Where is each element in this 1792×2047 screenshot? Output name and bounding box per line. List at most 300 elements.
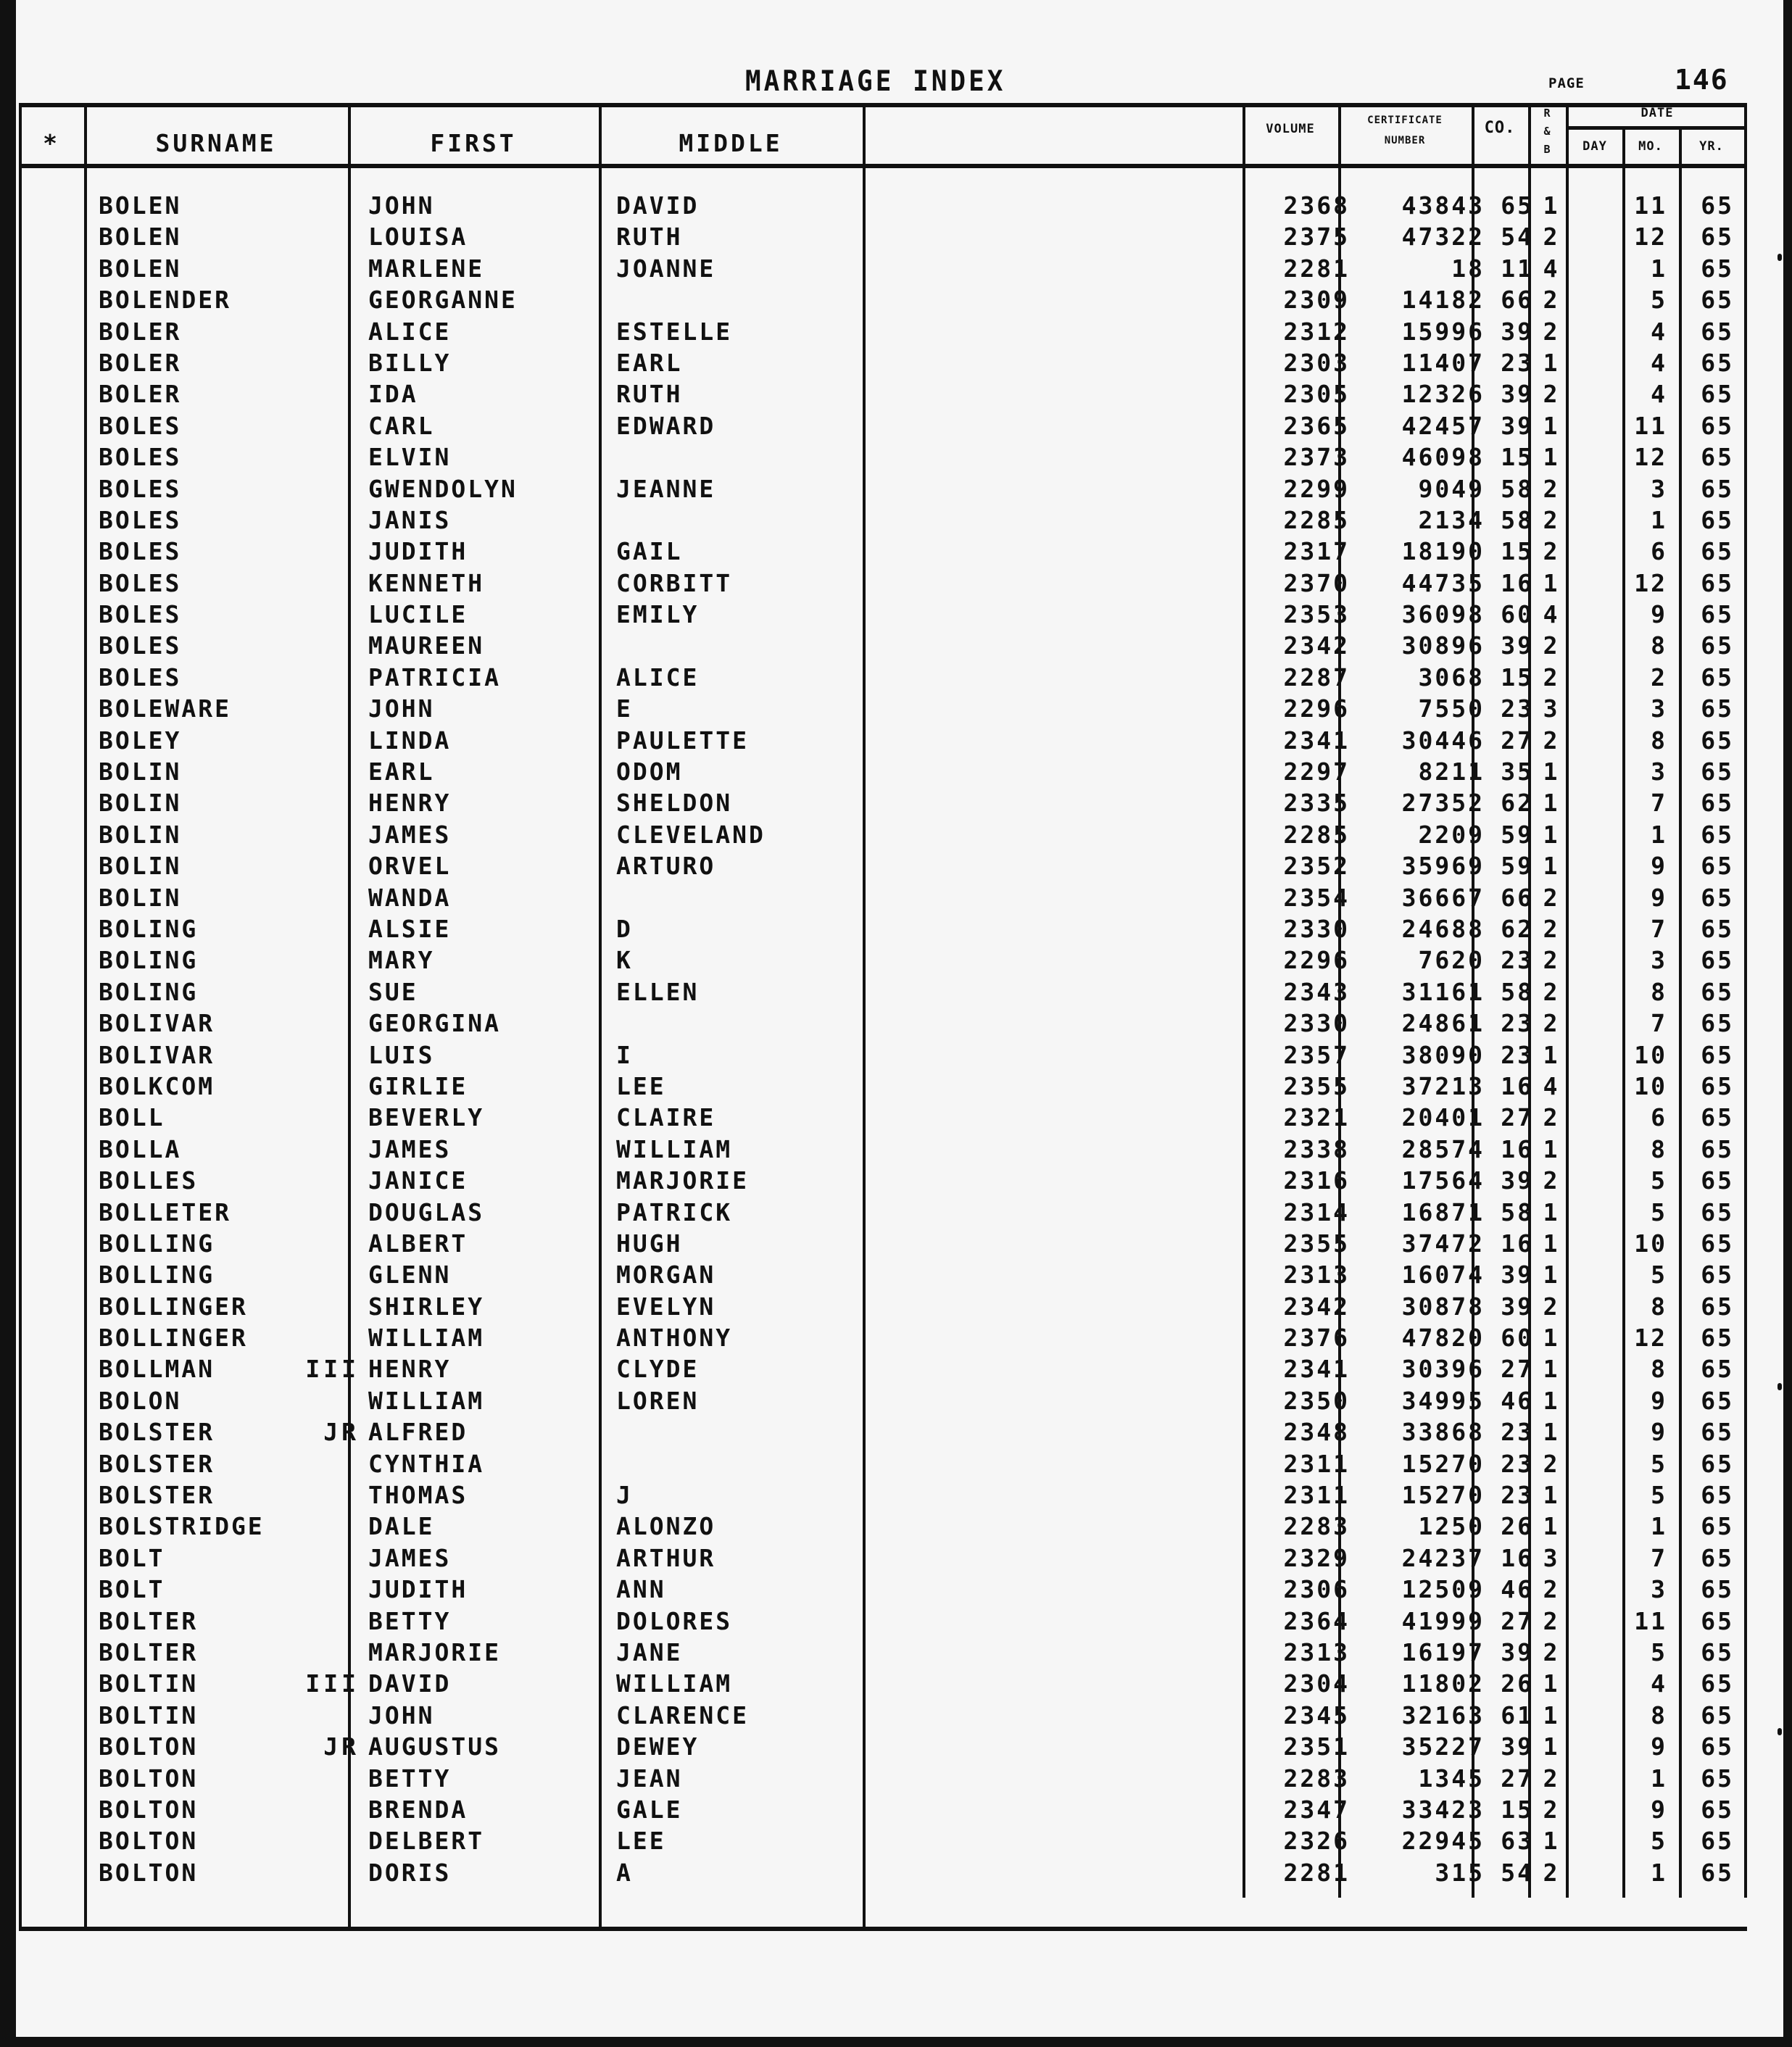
volume-cell: 2306 (1283, 1575, 1350, 1604)
surname-cell: BOLEN (99, 191, 182, 220)
race-bride-cell: 1 (1543, 568, 1560, 597)
first-name-cell: ORVEL (368, 852, 452, 881)
header-certificate: CERTIFICATE (1367, 115, 1443, 126)
certificate-number-cell: 9049 (1418, 474, 1485, 503)
volume-cell: 2297 (1283, 757, 1350, 786)
year-cell: 65 (1701, 789, 1734, 818)
month-cell: 12 (1634, 1324, 1667, 1353)
year-cell: 65 (1701, 1197, 1734, 1226)
county-cell: 16 (1501, 1134, 1534, 1163)
volume-cell: 2299 (1283, 474, 1350, 503)
table-row (19, 284, 1747, 315)
surname-cell: BOLTIN (99, 1701, 199, 1730)
first-name-cell: JAMES (368, 1543, 452, 1572)
table-row (19, 1259, 1747, 1290)
county-cell: 66 (1501, 286, 1534, 315)
month-cell: 5 (1651, 1261, 1667, 1290)
table-row (19, 599, 1747, 630)
race-bride-cell: 2 (1543, 946, 1560, 975)
month-cell: 5 (1651, 286, 1667, 315)
surname-cell: BOLSTER (99, 1418, 215, 1447)
month-cell: 1 (1651, 505, 1667, 534)
middle-name-cell: LEE (616, 1827, 666, 1856)
middle-name-cell: CLAIRE (616, 1103, 716, 1132)
month-cell: 2 (1651, 663, 1667, 692)
volume-cell: 2281 (1283, 1858, 1350, 1887)
middle-name-cell: ALICE (616, 663, 700, 692)
month-cell: 7 (1651, 914, 1667, 943)
year-cell: 65 (1701, 286, 1734, 315)
county-cell: 27 (1501, 1355, 1534, 1384)
month-cell: 10 (1634, 1071, 1667, 1100)
race-bride-cell: 1 (1543, 1732, 1560, 1761)
table-row (19, 1228, 1747, 1259)
surname-cell: BOLLING (99, 1261, 215, 1290)
surname-cell: BOLTON (99, 1795, 199, 1824)
month-cell: 3 (1651, 694, 1667, 723)
year-cell: 65 (1701, 820, 1734, 849)
middle-name-cell: DAVID (616, 191, 700, 220)
month-cell: 1 (1651, 1858, 1667, 1887)
surname-cell: BOLEY (99, 726, 182, 755)
year-cell: 65 (1701, 1543, 1734, 1572)
year-cell: 65 (1701, 1764, 1734, 1793)
county-cell: 11 (1501, 254, 1534, 283)
surname-cell: BOLTON (99, 1732, 199, 1761)
race-bride-cell: 2 (1543, 505, 1560, 534)
middle-name-cell: GAIL (616, 537, 683, 566)
county-cell: 62 (1501, 789, 1534, 818)
race-bride-cell: 2 (1543, 1637, 1560, 1666)
month-cell: 9 (1651, 883, 1667, 912)
year-cell: 65 (1701, 1701, 1734, 1730)
year-cell: 65 (1701, 1386, 1734, 1415)
county-cell: 27 (1501, 1764, 1534, 1793)
volume-cell: 2287 (1283, 663, 1350, 692)
first-name-cell: HENRY (368, 1355, 452, 1384)
month-cell: 8 (1651, 1355, 1667, 1384)
county-cell: 27 (1501, 726, 1534, 755)
volume-cell: 2330 (1283, 914, 1350, 943)
volume-cell: 2373 (1283, 443, 1350, 472)
month-cell: 5 (1651, 1197, 1667, 1226)
year-cell: 65 (1701, 1261, 1734, 1290)
volume-cell: 2353 (1283, 600, 1350, 629)
year-cell: 65 (1701, 977, 1734, 1006)
certificate-number-cell: 30878 (1401, 1292, 1485, 1321)
surname-cell: BOLES (99, 600, 182, 629)
certificate-number-cell: 12509 (1401, 1575, 1485, 1604)
first-name-cell: ELVIN (368, 443, 452, 472)
volume-cell: 2345 (1283, 1701, 1350, 1730)
table-row (19, 1606, 1747, 1637)
county-cell: 58 (1501, 474, 1534, 503)
middle-name-cell: MORGAN (616, 1261, 716, 1290)
county-cell: 39 (1501, 1261, 1534, 1290)
first-name-cell: GWENDOLYN (368, 474, 518, 503)
year-cell: 65 (1701, 443, 1734, 472)
county-cell: 65 (1501, 191, 1534, 220)
county-cell: 63 (1501, 1827, 1534, 1856)
table-row (19, 347, 1747, 378)
county-cell: 61 (1501, 1701, 1534, 1730)
surname-cell: BOLIN (99, 789, 182, 818)
middle-name-cell: EDWARD (616, 411, 716, 440)
race-bride-cell: 1 (1543, 789, 1560, 818)
year-cell: 65 (1701, 852, 1734, 881)
race-bride-cell: 1 (1543, 1355, 1560, 1384)
first-name-cell: JOHN (368, 191, 435, 220)
month-cell: 1 (1651, 820, 1667, 849)
certificate-number-cell: 33868 (1401, 1418, 1485, 1447)
table-row (19, 1448, 1747, 1479)
year-cell: 65 (1701, 1166, 1734, 1195)
certificate-number-cell: 44735 (1401, 568, 1485, 597)
race-bride-cell: 2 (1543, 883, 1560, 912)
race-bride-cell: 2 (1543, 1166, 1560, 1195)
header-bottom-rule (19, 164, 1747, 168)
surname-cell: BOLEN (99, 254, 182, 283)
county-cell: 35 (1501, 757, 1534, 786)
middle-name-cell: JEAN (616, 1764, 683, 1793)
year-cell: 65 (1701, 1292, 1734, 1321)
race-bride-cell: 1 (1543, 1324, 1560, 1353)
table-top-rule (19, 103, 1747, 107)
table-row (19, 1700, 1747, 1731)
first-name-cell: DORIS (368, 1858, 452, 1887)
county-cell: 39 (1501, 317, 1534, 346)
race-bride-cell: 2 (1543, 380, 1560, 409)
county-cell: 39 (1501, 411, 1534, 440)
certificate-number-cell: 30396 (1401, 1355, 1485, 1384)
year-cell: 65 (1701, 600, 1734, 629)
year-cell: 65 (1701, 1669, 1734, 1698)
surname-cell: BOLT (99, 1543, 165, 1572)
surname-cell: BOLES (99, 505, 182, 534)
year-cell: 65 (1701, 348, 1734, 377)
certificate-number-cell: 34995 (1401, 1386, 1485, 1415)
month-cell: 4 (1651, 348, 1667, 377)
middle-name-cell: JOANNE (616, 254, 716, 283)
certificate-number-cell: 15996 (1401, 317, 1485, 346)
month-cell: 9 (1651, 1795, 1667, 1824)
certificate-number-cell: 12326 (1401, 380, 1485, 409)
certificate-number-cell: 35227 (1401, 1732, 1485, 1761)
first-name-cell: PATRICIA (368, 663, 501, 692)
month-cell: 7 (1651, 789, 1667, 818)
surname-cell: BOLIVAR (99, 1009, 215, 1038)
table-body (19, 190, 1747, 1888)
county-cell: 54 (1501, 223, 1534, 252)
race-bride-cell: 1 (1543, 1418, 1560, 1447)
surname-cell: BOLSTER (99, 1481, 215, 1510)
first-name-cell: ALBERT (368, 1229, 468, 1258)
county-cell: 60 (1501, 1324, 1534, 1353)
certificate-number-cell: 36667 (1401, 883, 1485, 912)
year-cell: 65 (1701, 505, 1734, 534)
page-label: PAGE (1548, 75, 1585, 91)
volume-cell: 2283 (1283, 1764, 1350, 1793)
county-cell: 16 (1501, 1229, 1534, 1258)
month-cell: 1 (1651, 254, 1667, 283)
race-bride-cell: 1 (1543, 1669, 1560, 1698)
volume-cell: 2281 (1283, 254, 1350, 283)
surname-cell: BOLES (99, 568, 182, 597)
month-cell: 8 (1651, 1134, 1667, 1163)
year-cell: 65 (1701, 1512, 1734, 1541)
surname-cell: BOLT (99, 1575, 165, 1604)
suffix-cell: JR (323, 1732, 360, 1761)
volume-cell: 2330 (1283, 1009, 1350, 1038)
year-cell: 65 (1701, 1575, 1734, 1604)
table-row (19, 850, 1747, 881)
surname-cell: BOLES (99, 663, 182, 692)
certificate-number-cell: 18 (1451, 254, 1485, 283)
certificate-number-cell: 36098 (1401, 600, 1485, 629)
race-bride-cell: 1 (1543, 1040, 1560, 1069)
certificate-number-cell: 47322 (1401, 223, 1485, 252)
surname-cell: BOLIN (99, 852, 182, 881)
race-bride-cell: 2 (1543, 914, 1560, 943)
volume-cell: 2285 (1283, 820, 1350, 849)
year-cell: 65 (1701, 1134, 1734, 1163)
month-cell: 9 (1651, 1386, 1667, 1415)
race-bride-cell: 1 (1543, 1134, 1560, 1163)
volume-cell: 2365 (1283, 411, 1350, 440)
race-bride-cell: 2 (1543, 1292, 1560, 1321)
middle-name-cell: D (616, 914, 633, 943)
table-row (19, 693, 1747, 724)
race-bride-cell: 1 (1543, 852, 1560, 881)
surname-cell: BOLLINGER (99, 1324, 248, 1353)
county-cell: 58 (1501, 977, 1534, 1006)
surname-cell: BOLTON (99, 1858, 199, 1887)
first-name-cell: HENRY (368, 789, 452, 818)
certificate-number-cell: 30896 (1401, 631, 1485, 660)
scan-artifact (1778, 1728, 1782, 1735)
race-bride-cell: 4 (1543, 1071, 1560, 1100)
year-cell: 65 (1701, 191, 1734, 220)
race-bride-cell: 2 (1543, 1575, 1560, 1604)
scan-artifact (1778, 254, 1782, 261)
middle-name-cell: MARJORIE (616, 1166, 749, 1195)
county-cell: 58 (1501, 1197, 1534, 1226)
month-cell: 12 (1634, 443, 1667, 472)
month-cell: 10 (1634, 1229, 1667, 1258)
county-cell: 39 (1501, 1166, 1534, 1195)
race-bride-cell: 1 (1543, 1512, 1560, 1541)
header-rb-letter: & (1543, 125, 1551, 138)
certificate-number-cell: 15270 (1401, 1449, 1485, 1478)
table-row (19, 316, 1747, 347)
volume-cell: 2352 (1283, 852, 1350, 881)
first-name-cell: MARJORIE (368, 1637, 501, 1666)
surname-cell: BOLLINGER (99, 1292, 248, 1321)
month-cell: 4 (1651, 380, 1667, 409)
month-cell: 6 (1651, 1103, 1667, 1132)
surname-cell: BOLTER (99, 1637, 199, 1666)
county-cell: 39 (1501, 631, 1534, 660)
year-cell: 65 (1701, 946, 1734, 975)
volume-cell: 2335 (1283, 789, 1350, 818)
table-row (19, 1071, 1747, 1102)
middle-name-cell: K (616, 946, 633, 975)
volume-cell: 2309 (1283, 286, 1350, 315)
month-cell: 5 (1651, 1637, 1667, 1666)
first-name-cell: CARL (368, 411, 435, 440)
first-name-cell: JANICE (368, 1166, 468, 1195)
race-bride-cell: 2 (1543, 317, 1560, 346)
volume-cell: 2304 (1283, 1669, 1350, 1698)
middle-name-cell: JEANNE (616, 474, 716, 503)
surname-cell: BOLES (99, 443, 182, 472)
table-row (19, 1574, 1747, 1605)
middle-name-cell: EVELYN (616, 1292, 716, 1321)
header-date: DATE (1640, 106, 1674, 120)
certificate-number-cell: 1345 (1418, 1764, 1485, 1793)
month-cell: 5 (1651, 1827, 1667, 1856)
race-bride-cell: 3 (1543, 694, 1560, 723)
county-cell: 39 (1501, 1637, 1534, 1666)
race-bride-cell: 2 (1543, 1764, 1560, 1793)
county-cell: 26 (1501, 1669, 1534, 1698)
race-bride-cell: 1 (1543, 757, 1560, 786)
first-name-cell: DAVID (368, 1669, 452, 1698)
race-bride-cell: 2 (1543, 1009, 1560, 1038)
month-cell: 3 (1651, 474, 1667, 503)
race-bride-cell: 3 (1543, 1543, 1560, 1572)
race-bride-cell: 1 (1543, 1229, 1560, 1258)
volume-cell: 2283 (1283, 1512, 1350, 1541)
month-cell: 9 (1651, 1732, 1667, 1761)
middle-name-cell: E (616, 694, 633, 723)
volume-cell: 2348 (1283, 1418, 1350, 1447)
volume-cell: 2296 (1283, 694, 1350, 723)
month-cell: 11 (1634, 1606, 1667, 1635)
surname-cell: BOLTON (99, 1827, 199, 1856)
certificate-number-cell: 3068 (1418, 663, 1485, 692)
certificate-number-cell: 46098 (1401, 443, 1485, 472)
month-cell: 3 (1651, 1575, 1667, 1604)
certificate-number-cell: 18190 (1401, 537, 1485, 566)
year-cell: 65 (1701, 537, 1734, 566)
table-row (19, 1291, 1747, 1322)
table-row (19, 913, 1747, 944)
month-cell: 8 (1651, 977, 1667, 1006)
table-row (19, 1416, 1747, 1448)
county-cell: 23 (1501, 946, 1534, 975)
table-row (19, 1322, 1747, 1353)
month-cell: 4 (1651, 1669, 1667, 1698)
first-name-cell: KENNETH (368, 568, 485, 597)
middle-name-cell: CLYDE (616, 1355, 700, 1384)
county-cell: 27 (1501, 1103, 1534, 1132)
table-row (19, 819, 1747, 850)
header-day: DAY (1582, 139, 1607, 154)
table-row (19, 1165, 1747, 1196)
certificate-number-cell: 33423 (1401, 1795, 1485, 1824)
year-cell: 65 (1701, 1229, 1734, 1258)
race-bride-cell: 2 (1543, 726, 1560, 755)
month-cell: 3 (1651, 757, 1667, 786)
first-name-cell: LUIS (368, 1040, 435, 1069)
table-row (19, 1731, 1747, 1762)
race-bride-cell: 2 (1543, 631, 1560, 660)
county-cell: 46 (1501, 1386, 1534, 1415)
first-name-cell: JOHN (368, 1701, 435, 1730)
race-bride-cell: 2 (1543, 1606, 1560, 1635)
volume-cell: 2305 (1283, 380, 1350, 409)
certificate-number-cell: 7620 (1418, 946, 1485, 975)
scan-artifact (1778, 1383, 1782, 1390)
month-cell: 8 (1651, 1701, 1667, 1730)
suffix-cell: III (305, 1355, 360, 1384)
table-row (19, 1511, 1747, 1542)
county-cell: 23 (1501, 348, 1534, 377)
year-cell: 65 (1701, 883, 1734, 912)
table-row (19, 787, 1747, 818)
header-race-bride (1532, 104, 1561, 159)
table-row (19, 221, 1747, 252)
surname-cell: BOLON (99, 1386, 182, 1415)
first-name-cell: WILLIAM (368, 1386, 485, 1415)
first-name-cell: WANDA (368, 883, 452, 912)
table-row (19, 1794, 1747, 1825)
middle-name-cell: CORBITT (616, 568, 733, 597)
header-first: FIRST (430, 129, 517, 157)
table-row (19, 1353, 1747, 1384)
year-cell: 65 (1701, 317, 1734, 346)
middle-name-cell: ESTELLE (616, 317, 733, 346)
header-middle: MIDDLE (679, 129, 783, 157)
year-cell: 65 (1701, 1732, 1734, 1761)
race-bride-cell: 1 (1543, 1197, 1560, 1226)
county-cell: 16 (1501, 1543, 1534, 1572)
header-number: NUMBER (1384, 135, 1426, 146)
race-bride-cell: 1 (1543, 1386, 1560, 1415)
table-row (19, 882, 1747, 913)
certificate-number-cell: 315 (1435, 1858, 1485, 1887)
table-row (19, 1134, 1747, 1165)
year-cell: 65 (1701, 726, 1734, 755)
month-cell: 5 (1651, 1166, 1667, 1195)
first-name-cell: JAMES (368, 1134, 452, 1163)
volume-cell: 2342 (1283, 1292, 1350, 1321)
middle-name-cell: A (616, 1858, 633, 1887)
middle-name-cell: LEE (616, 1071, 666, 1100)
middle-name-cell: ANTHONY (616, 1324, 733, 1353)
year-cell: 65 (1701, 1071, 1734, 1100)
table-row (19, 1197, 1747, 1228)
county-cell: 54 (1501, 1858, 1534, 1887)
race-bride-cell: 2 (1543, 537, 1560, 566)
middle-name-cell: RUTH (616, 380, 683, 409)
volume-cell: 2364 (1283, 1606, 1350, 1635)
volume-cell: 2347 (1283, 1795, 1350, 1824)
first-name-cell: WILLIAM (368, 1324, 485, 1353)
month-cell: 10 (1634, 1040, 1667, 1069)
first-name-cell: ALFRED (368, 1418, 468, 1447)
race-bride-cell: 2 (1543, 286, 1560, 315)
middle-name-cell: ODOM (616, 757, 683, 786)
volume-cell: 2354 (1283, 883, 1350, 912)
volume-cell: 2351 (1283, 1732, 1350, 1761)
middle-name-cell: ELLEN (616, 977, 700, 1006)
certificate-number-cell: 17564 (1401, 1166, 1485, 1195)
first-name-cell: LOUISA (368, 223, 468, 252)
race-bride-cell: 4 (1543, 254, 1560, 283)
certificate-number-cell: 8211 (1418, 757, 1485, 786)
